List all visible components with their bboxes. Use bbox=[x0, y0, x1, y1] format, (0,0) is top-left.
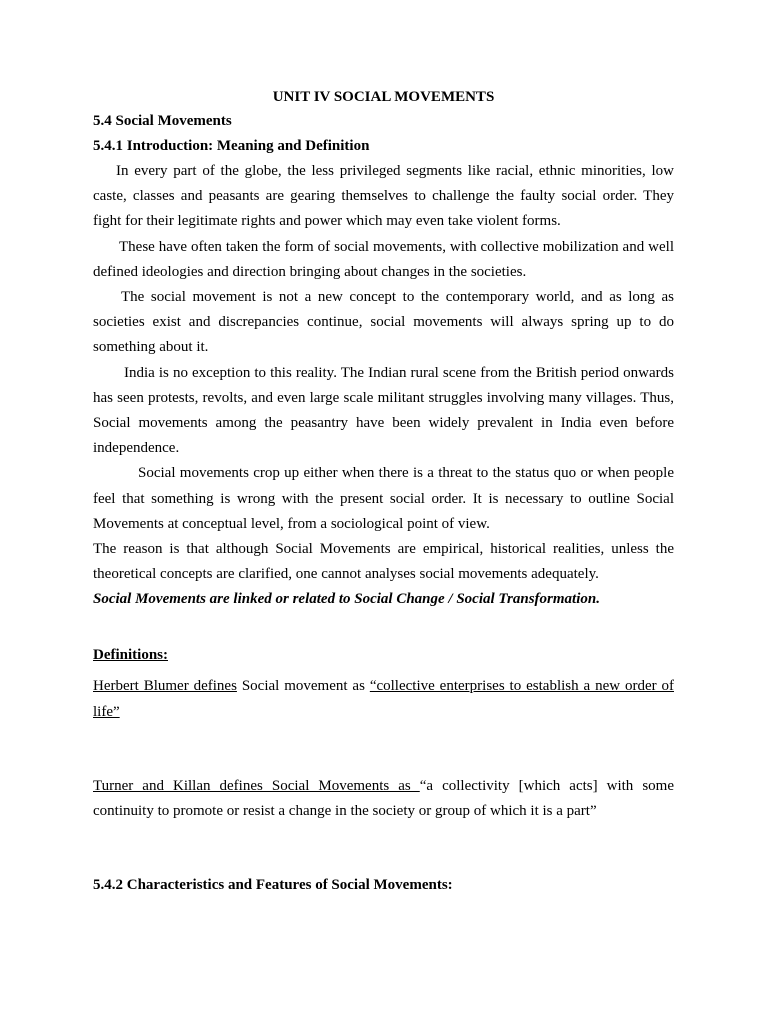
definition-turner-quote: “a collectivity [which acts] with some continuity to promote or resist a change in the society or group of which it is a part” bbox=[93, 777, 675, 820]
definition-turner-killan bbox=[93, 774, 674, 824]
definition-blumer-middle: Social movement as bbox=[236, 678, 370, 695]
next-section-heading: 5.4.2 Characteristics and Features of Social Movements: bbox=[93, 877, 453, 894]
emphasis-statement: Social Movements are linked or related to Social Change / Social Transformation. bbox=[93, 591, 600, 608]
paragraph-3: The social movement is not a new concept to the contemporary world, and as long as societies exist and discrepancies continue, social movements will always spring up to do something about it. bbox=[93, 289, 674, 356]
definition-blumer-quote: “collective enterprises to establish a new order of life” bbox=[93, 678, 674, 720]
paragraph-5: Social movements crop up either when there is a threat to the status quo or when people feel that something is wrong with the present social order. It is necessary to outline Social Movements at conceptual level, from a sociological point of view. bbox=[93, 465, 674, 532]
section-heading: 5.4 Social Movements bbox=[93, 113, 232, 129]
subsection-heading: 5.4.1 Introduction: Meaning and Definition bbox=[93, 138, 370, 154]
unit-title: UNIT IV SOCIAL MOVEMENTS bbox=[272, 89, 495, 105]
definition-blumer-author: Herbert Blumer defines bbox=[93, 678, 237, 695]
paragraph-6: The reason is that although Social Movements are empirical, historical realities, unless the theoretical concepts are clarified, one cannot analyses social movements adequately. bbox=[93, 541, 674, 583]
definition-turner-author: Turner and Killan defines Social Movements as bbox=[93, 777, 420, 794]
paragraph-4: India is no exception to this reality. The Indian rural scene from the British period onwards has seen protests, revolts, and even large scale militant struggles involving many villages. Thus, Social movements among the peasantry have been widely prevalent in India even before independence. bbox=[93, 364, 674, 457]
paragraph-1: In every part of the globe, the less privileged segments like racial, ethnic minorities, low caste, classes and peasants are gearing themselves to challenge the faulty social order. They fight for their legitimate rights and power which may even take violent forms. bbox=[93, 163, 674, 230]
document-content bbox=[93, 86, 674, 898]
paragraph-2: These have often taken the form of social movements, with collective mobilization and well defined ideologies and direction bringing about changes in the societies. bbox=[93, 238, 674, 280]
definition-blumer bbox=[93, 674, 674, 724]
definitions-heading: Definitions: bbox=[93, 647, 168, 664]
